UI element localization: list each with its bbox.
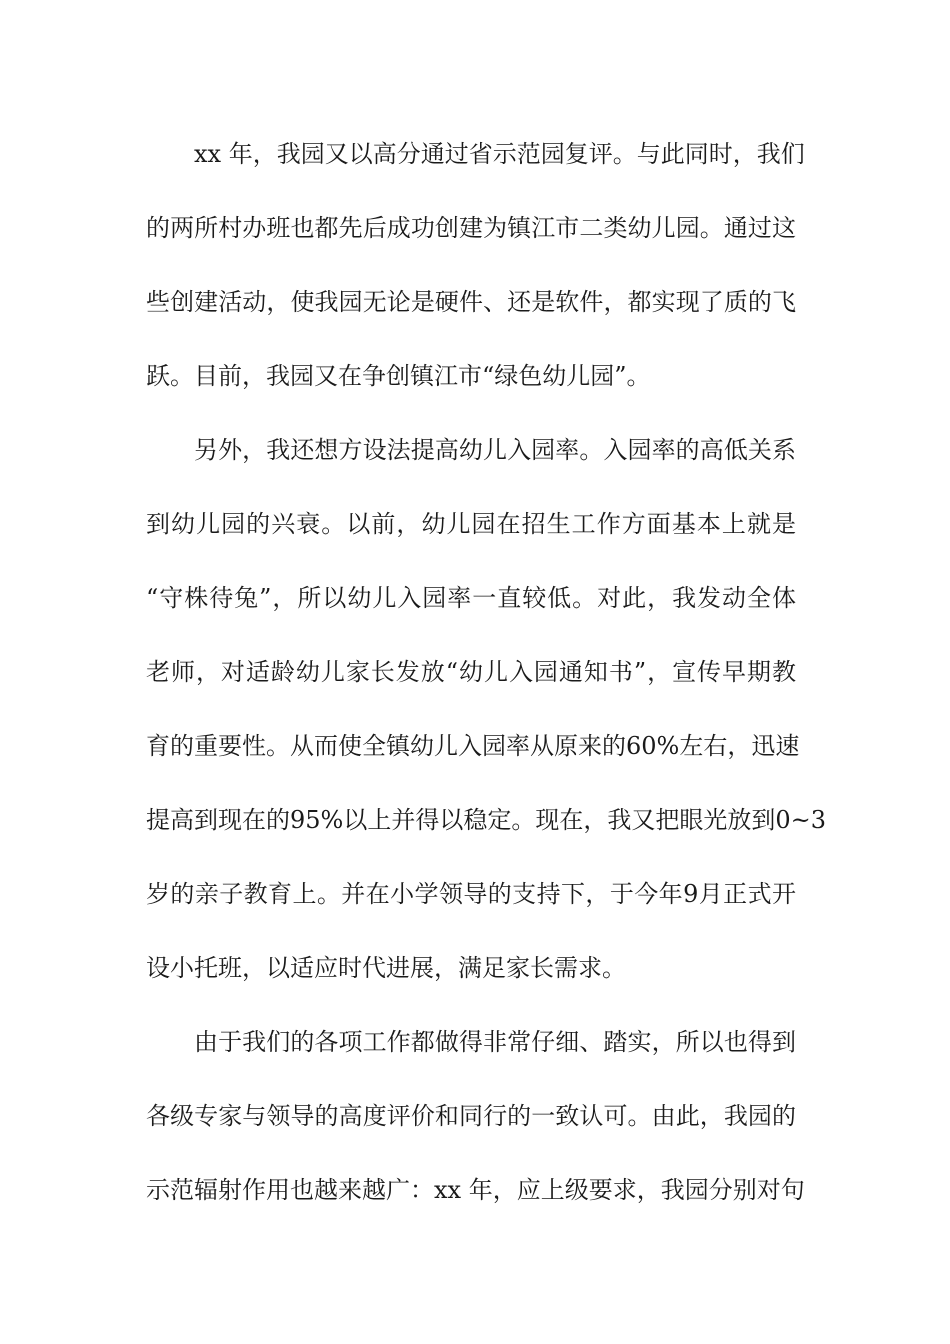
paragraph-3-line-3: 示范辐射作用也越来越广：xx 年，应上级要求，我园分别对句 [146, 1176, 805, 1204]
paragraph-2-line-7: 岁的亲子教育上。并在小学领导的支持下，于今年9月正式开 [146, 880, 796, 908]
paragraph-1-line-1: xx 年，我园又以高分通过省示范园复评。与此同时，我们 [194, 140, 805, 168]
paragraph-2-line-1: 另外，我还想方设法提高幼儿入园率。入园率的高低关系 [194, 436, 796, 464]
paragraph-3-line-1: 由于我们的各项工作都做得非常仔细、踏实，所以也得到 [194, 1028, 796, 1056]
paragraph-1-line-2: 的两所村办班也都先后成功创建为镇江市二类幼儿园。通过这 [146, 214, 796, 242]
paragraph-3-line-2: 各级专家与领导的高度评价和同行的一致认可。由此，我园的 [146, 1102, 796, 1130]
paragraph-2-line-4: 老师，对适龄幼儿家长发放“幼儿入园通知书”，宣传早期教 [146, 658, 796, 686]
paragraph-2-line-5: 育的重要性。从而使全镇幼儿入园率从原来的60%左右，迅速 [146, 732, 800, 760]
paragraph-2-line-3: “守株待兔”，所以幼儿入园率一直较低。对此，我发动全体 [146, 584, 796, 612]
paragraph-1-line-3: 些创建活动，使我园无论是硬件、还是软件，都实现了质的飞 [146, 288, 796, 316]
paragraph-1-line-4: 跃。目前，我园又在争创镇江市“绿色幼儿园”。 [146, 362, 651, 390]
paragraph-2-line-6: 提高到现在的95%以上并得以稳定。现在，我又把眼光放到0~3 [146, 806, 826, 834]
paragraph-2-line-8: 设小托班，以适应时代进展，满足家长需求。 [146, 954, 626, 982]
paragraph-2-line-2: 到幼儿园的兴衰。以前，幼儿园在招生工作方面基本上就是 [146, 510, 796, 538]
